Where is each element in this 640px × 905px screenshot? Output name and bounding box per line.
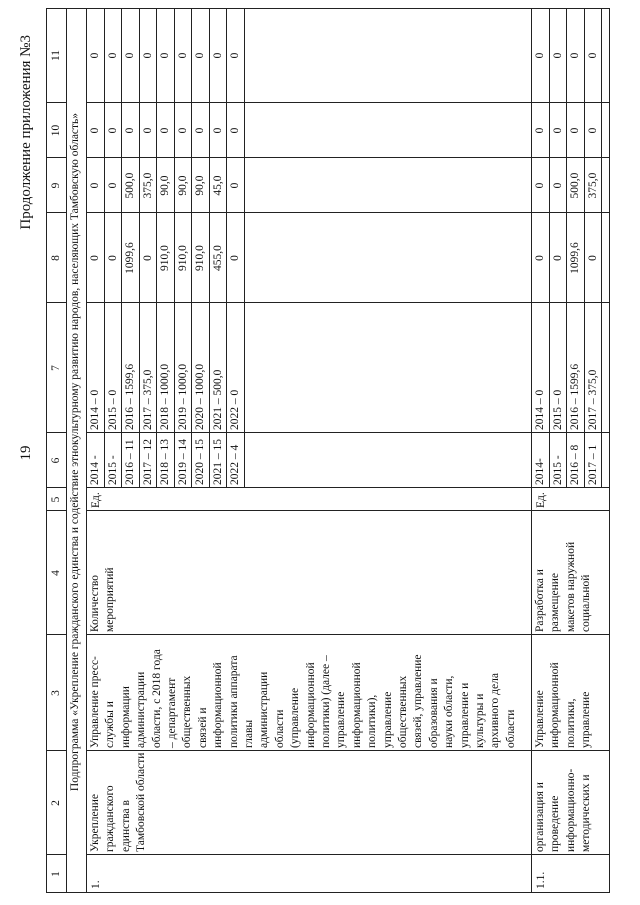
row1-value-c6: 2015 - [106, 455, 119, 485]
row1-value-c11: 0 [159, 52, 171, 59]
row11-value-c9: 0 [551, 182, 564, 189]
col-divider [86, 157, 610, 158]
row1-value-c7: 2017 – 375,0 [141, 369, 154, 430]
row11-value-c6: 2016 – 8 [569, 444, 581, 485]
row1-executor-line: управление [335, 691, 348, 748]
row1-executor-line: Управление пресс- [89, 656, 101, 748]
row1-value-c6: 2021 – 15 [211, 439, 224, 485]
row1-row-rule [191, 8, 192, 488]
row11-value-c9: 0 [534, 182, 546, 189]
row1-number: 1. [90, 880, 102, 889]
row11-value-c7: 2014 – 0 [534, 389, 546, 430]
row1-value-c10: 0 [141, 127, 154, 134]
subprogram-title: Подпрограмма «Укрепление гражданского единства и содействие этнокультурному развитию народов, населяющих Тамбовскую область» [69, 112, 81, 792]
row1-executor-line: области [273, 709, 286, 748]
row1-indicator-line: мероприятий [104, 567, 117, 632]
row1-value-c9: 0 [229, 182, 241, 189]
row1-value-c11: 0 [124, 52, 136, 59]
row11-number: 1.1. [535, 871, 547, 889]
row11-indicator-line: размещение [549, 573, 562, 632]
row1-executor-line: архивного дела [489, 673, 502, 748]
row11-value-c11: 0 [551, 52, 564, 59]
row1-value-c8: 455,0 [211, 245, 224, 271]
rule-header [66, 8, 67, 893]
row1-executor-line: информационной [212, 662, 225, 748]
row1-executor-line: науки области, [443, 675, 456, 748]
row11-row-rule [601, 8, 602, 488]
row1-row-rule [104, 8, 105, 488]
row1-value-c7: 2019 – 1000,0 [176, 363, 189, 430]
row1-executor-line: информационной [304, 662, 317, 748]
row11-value-c7: 2016 – 1599,6 [569, 363, 581, 430]
row1-executor-line: информации [119, 686, 132, 748]
row1-value-c11: 0 [229, 52, 241, 59]
col-divider [86, 102, 610, 103]
row1-value-c7: 2014 – 0 [89, 389, 101, 430]
row1-value-c11: 0 [176, 52, 189, 59]
row1-value-c7: 2021 – 500,0 [211, 369, 224, 430]
row1-value-c6: 2019 – 14 [176, 439, 189, 485]
row1-value-c8: 0 [106, 255, 119, 261]
row11-value-c6: 2014- [534, 458, 546, 485]
row1-value-c6: 2022 – 4 [229, 444, 241, 485]
row1-executor-line: области, с 2018 года [150, 649, 163, 748]
row1-value-c10: 0 [89, 127, 101, 134]
row1-row-rule [209, 8, 210, 488]
row1-value-c8: 910,0 [159, 245, 171, 271]
row1-executor-line: главы [243, 719, 255, 748]
row11-value-c8: 0 [534, 255, 546, 261]
row1-executor-line: информационной [350, 662, 363, 748]
row11-value-c8: 0 [586, 255, 599, 261]
row1-value-c9: 375,0 [141, 172, 154, 199]
row11-indicator-line: социальной [580, 574, 593, 632]
row11-value-c11: 0 [569, 52, 581, 59]
row1-executor-line: образования и [427, 678, 440, 748]
row11-row-rule [566, 8, 567, 488]
row1-value-c8: 0 [229, 255, 241, 261]
row1-value-c6: 2016 – 11 [124, 439, 136, 485]
row1-executor-line: (управление [289, 687, 302, 748]
rule-subtitle [86, 8, 87, 893]
row11-indicator-line: макетов наружной [564, 541, 577, 632]
row1-value-c10: 0 [176, 127, 189, 134]
row11-value-c9: 375,0 [586, 172, 599, 199]
row11-executor-line: Управление [534, 690, 546, 748]
row1-value-c6: 2020 – 15 [194, 439, 206, 485]
row1-value-c7: 2015 – 0 [106, 389, 119, 430]
row11-name-line: проведение [549, 795, 562, 852]
row11-name-line: информационно- [564, 768, 577, 852]
row1-value-c9: 500,0 [124, 172, 136, 199]
row11-executor-line: политики, [564, 698, 577, 748]
row1-executor-line: – департамент [166, 677, 178, 748]
row11-row-rule [549, 8, 550, 488]
row1-value-c11: 0 [194, 52, 206, 59]
row11-value-c7: 2017 – 375,0 [586, 369, 599, 430]
row1-executor-line: связей, управление [412, 654, 425, 748]
row1-row-rule [174, 8, 175, 488]
row1-executor-line: связей и [196, 707, 209, 748]
row1-row-rule [244, 8, 245, 488]
row1-row-rule [139, 8, 140, 488]
row1-name-line: Тамбовской области [135, 752, 148, 852]
appendix-title: Продолжение приложения №3 [18, 35, 34, 230]
row11-value-c8: 0 [551, 255, 564, 261]
row11-value-c8: 1099,6 [569, 242, 581, 274]
row1-value-c7: 2020 – 1000,0 [194, 363, 206, 430]
row1-executor-line: управление и [458, 682, 471, 748]
row1-value-c8: 910,0 [176, 245, 189, 271]
row1-value-c10: 0 [229, 127, 241, 134]
row1-executor-line: политики), [366, 694, 379, 748]
col-divider [86, 750, 610, 751]
row11-value-c7: 2015 – 0 [551, 389, 564, 430]
row1-value-c9: 0 [106, 182, 119, 189]
row1-unit: Ед. [90, 492, 102, 508]
row1-executor-line: политики аппарата [227, 655, 240, 748]
col-divider [86, 487, 610, 488]
row11-value-c11: 0 [586, 52, 599, 59]
row1-value-c7: 2018 – 1000,0 [159, 363, 171, 430]
row11-executor-line: управление [580, 691, 593, 748]
row1-value-c10: 0 [211, 127, 224, 134]
row1-executor-line: администрации [258, 671, 271, 748]
row1-value-c11: 0 [141, 52, 154, 59]
row1-value-c10: 0 [124, 127, 136, 134]
column-number: 8 [50, 255, 62, 261]
row1-executor-line: культуры и [474, 693, 486, 748]
row1-value-c11: 0 [106, 52, 119, 59]
row1-value-c8: 0 [141, 255, 154, 261]
row1-executor-line: области [504, 709, 517, 748]
row11-unit: Ед. [535, 492, 547, 508]
row1-executor-line: общественных [397, 675, 409, 748]
row1-value-c11: 0 [89, 52, 101, 59]
page-number: 19 [18, 445, 34, 461]
column-number: 9 [50, 182, 62, 189]
row1-name-line: Укрепление [89, 794, 101, 852]
row11-row-rule [584, 8, 585, 488]
col-divider [86, 510, 610, 511]
row1-row-rule [226, 8, 227, 488]
row1-value-c10: 0 [194, 127, 206, 134]
row1-value-c6: 2017 – 12 [141, 439, 154, 485]
col-divider [86, 302, 610, 303]
row11-value-c6: 2015 - [551, 455, 564, 485]
row1-value-c10: 0 [159, 127, 171, 134]
row1-value-c9: 90,0 [176, 175, 189, 196]
row11-value-c9: 500,0 [569, 172, 581, 199]
row1-value-c9: 90,0 [194, 175, 206, 196]
rule-row1-end [531, 8, 532, 893]
program-table [46, 8, 610, 893]
row1-name-line: единства в [119, 800, 132, 852]
row1-value-c6: 2014 - [89, 455, 101, 485]
row1-executor-line: службы и [104, 701, 117, 748]
row11-value-c10: 0 [551, 127, 564, 134]
row1-value-c11: 0 [211, 52, 224, 59]
column-number: 1 [50, 871, 62, 877]
row1-indicator-line: Количество [89, 575, 101, 632]
row11-value-c6: 2017 – 1 [586, 444, 599, 485]
row11-indicator-line: Разработка и [534, 569, 546, 632]
column-number: 4 [50, 570, 62, 576]
row11-value-c10: 0 [534, 127, 546, 134]
row1-value-c8: 0 [89, 255, 101, 261]
column-number: 5 [50, 496, 62, 503]
column-number: 2 [50, 800, 62, 806]
col-divider [86, 854, 610, 855]
row1-row-rule [156, 8, 157, 488]
row1-value-c8: 1099,6 [124, 242, 136, 274]
column-number: 10 [50, 124, 62, 137]
row1-value-c9: 45,0 [211, 175, 224, 196]
col-divider [86, 634, 610, 635]
row11-executor-line: информационной [549, 662, 562, 748]
column-number: 11 [50, 49, 62, 62]
row1-value-c10: 0 [106, 127, 119, 134]
row1-name-line: гражданского [104, 785, 117, 852]
row11-name-line: методических и [580, 774, 593, 852]
row1-value-c6: 2018 – 13 [159, 439, 171, 485]
col-divider [86, 432, 610, 433]
row1-executor-line: администрации [135, 671, 148, 748]
column-number: 3 [50, 690, 62, 696]
column-number: 7 [50, 365, 62, 371]
row11-value-c11: 0 [534, 52, 546, 59]
row1-executor-line: общественных [181, 675, 194, 748]
row1-value-c7: 2016 – 1599,6 [124, 363, 136, 430]
row1-value-c7: 2022 – 0 [229, 389, 241, 430]
row1-row-rule [121, 8, 122, 488]
row1-value-c9: 0 [89, 182, 101, 189]
row1-executor-line: политики) (далее – [320, 655, 332, 748]
row1-executor-line: управление [381, 691, 394, 748]
row1-value-c9: 90,0 [159, 175, 171, 196]
row1-value-c8: 910,0 [194, 245, 206, 271]
row11-name-line: организация и [534, 782, 546, 852]
row11-value-c10: 0 [586, 127, 599, 134]
row11-value-c10: 0 [569, 127, 581, 134]
col-divider [86, 212, 610, 213]
column-number: 6 [50, 457, 62, 464]
